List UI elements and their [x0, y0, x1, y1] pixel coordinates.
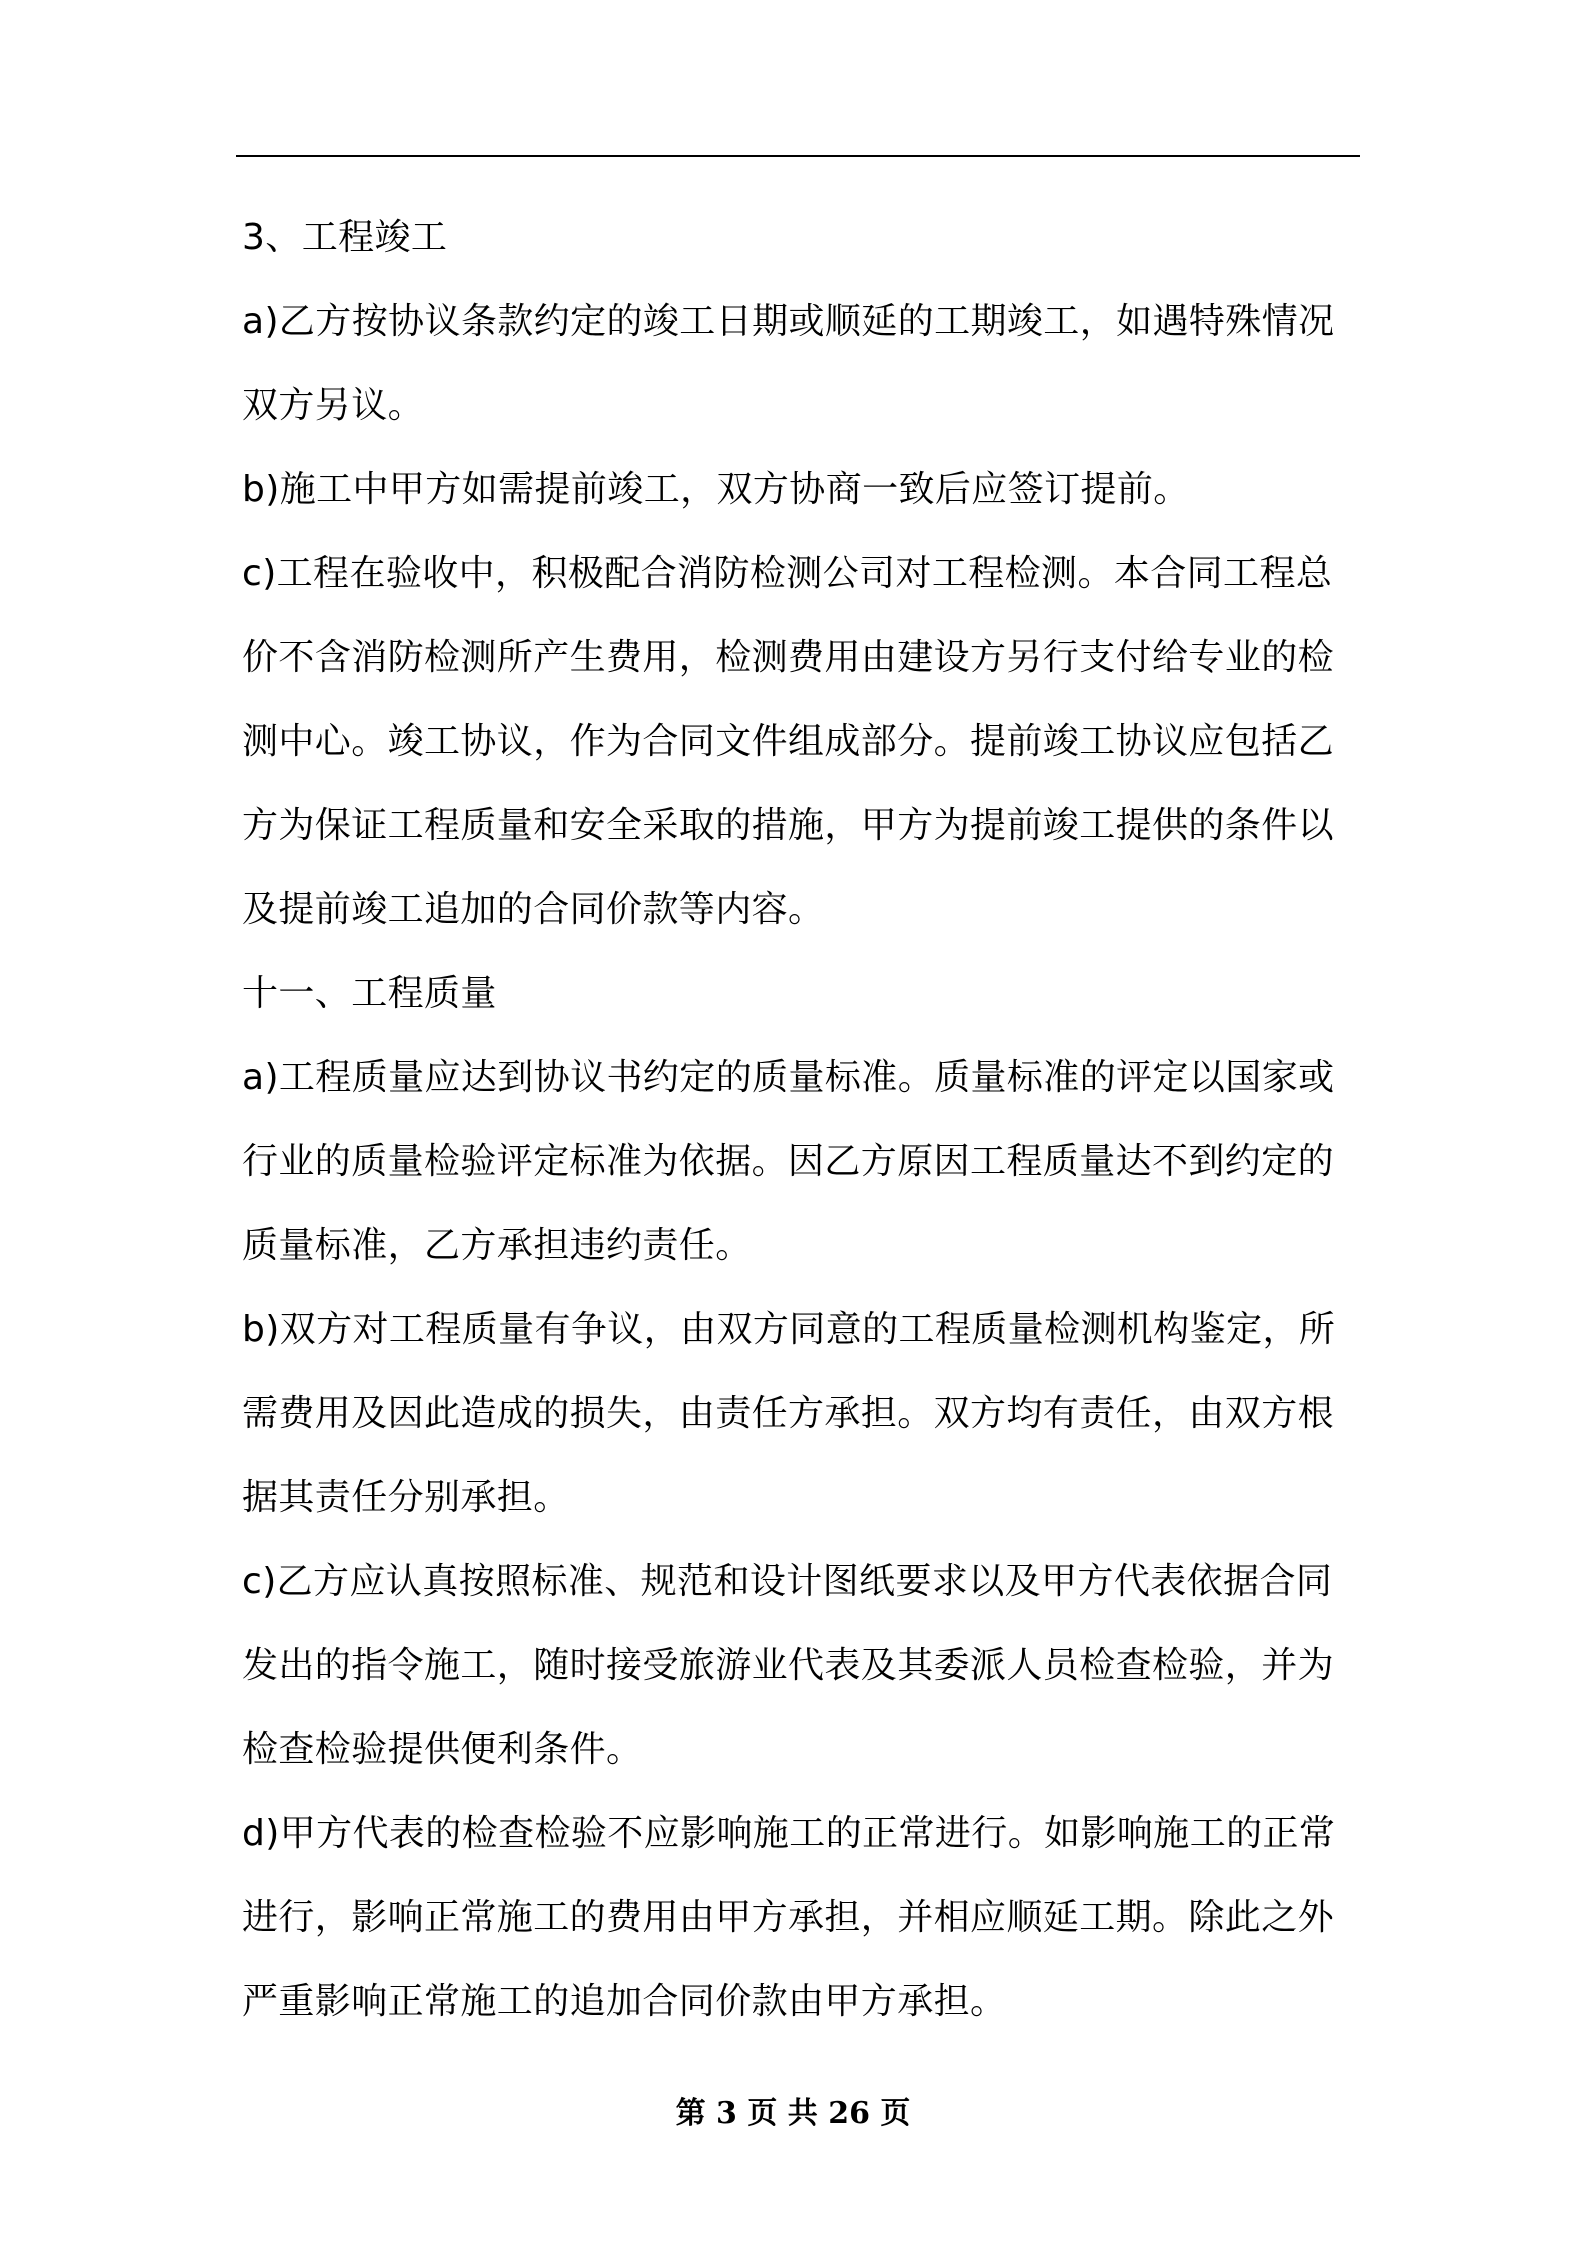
- section-heading: 3、工程竣工: [242, 217, 448, 258]
- paragraph-line: d)甲方代表的检查检验不应影响施工的正常进行。如影响施工的正常: [242, 1813, 1336, 1854]
- paragraph-line: 严重影响正常施工的追加合同价款由甲方承担。: [242, 1981, 1007, 2022]
- paragraph-line: b)双方对工程质量有争议，由双方同意的工程质量检测机构鉴定，所: [242, 1309, 1336, 1350]
- page-number-footer: 第 3 页 共 26 页: [675, 2096, 911, 2131]
- header-divider: [236, 155, 1360, 157]
- paragraph-line: c)工程在验收中，积极配合消防检测公司对工程检测。本合同工程总: [242, 553, 1333, 594]
- document-body: [242, 196, 1362, 2044]
- paragraph-line: a)乙方按协议条款约定的竣工日期或顺延的工期竣工，如遇特殊情况: [242, 301, 1335, 342]
- paragraph-line: 发出的指令施工，随时接受旅游业代表及其委派人员检查检验，并为: [242, 1645, 1335, 1686]
- paragraph-line: a)工程质量应达到协议书约定的质量标准。质量标准的评定以国家或: [242, 1057, 1335, 1098]
- paragraph-line: 进行，影响正常施工的费用由甲方承担，并相应顺延工期。除此之外: [242, 1897, 1335, 1938]
- paragraph-line: 据其责任分别承担。: [242, 1477, 570, 1518]
- paragraph-line: 价不含消防检测所产生费用，检测费用由建设方另行支付给专业的检: [242, 637, 1335, 678]
- paragraph-line: 检查检验提供便利条件。: [242, 1729, 643, 1770]
- paragraph-line: b)施工中甲方如需提前竣工，双方协商一致后应签订提前。: [242, 469, 1190, 510]
- paragraph-line: 质量标准，乙方承担违约责任。: [242, 1225, 752, 1266]
- section-heading: 十一、工程质量: [242, 973, 497, 1014]
- paragraph-line: 双方另议。: [242, 385, 425, 426]
- paragraph-line: 测中心。竣工协议，作为合同文件组成部分。提前竣工协议应包括乙: [242, 721, 1335, 762]
- paragraph-line: c)乙方应认真按照标准、规范和设计图纸要求以及甲方代表依据合同: [242, 1561, 1333, 1602]
- paragraph-line: 行业的质量检验评定标准为依据。因乙方原因工程质量达不到约定的: [242, 1141, 1335, 1182]
- paragraph-line: 及提前竣工追加的合同价款等内容。: [242, 889, 825, 930]
- paragraph-line: 需费用及因此造成的损失，由责任方承担。双方均有责任，由双方根: [242, 1393, 1335, 1434]
- paragraph-line: 方为保证工程质量和安全采取的措施，甲方为提前竣工提供的条件以: [242, 805, 1335, 846]
